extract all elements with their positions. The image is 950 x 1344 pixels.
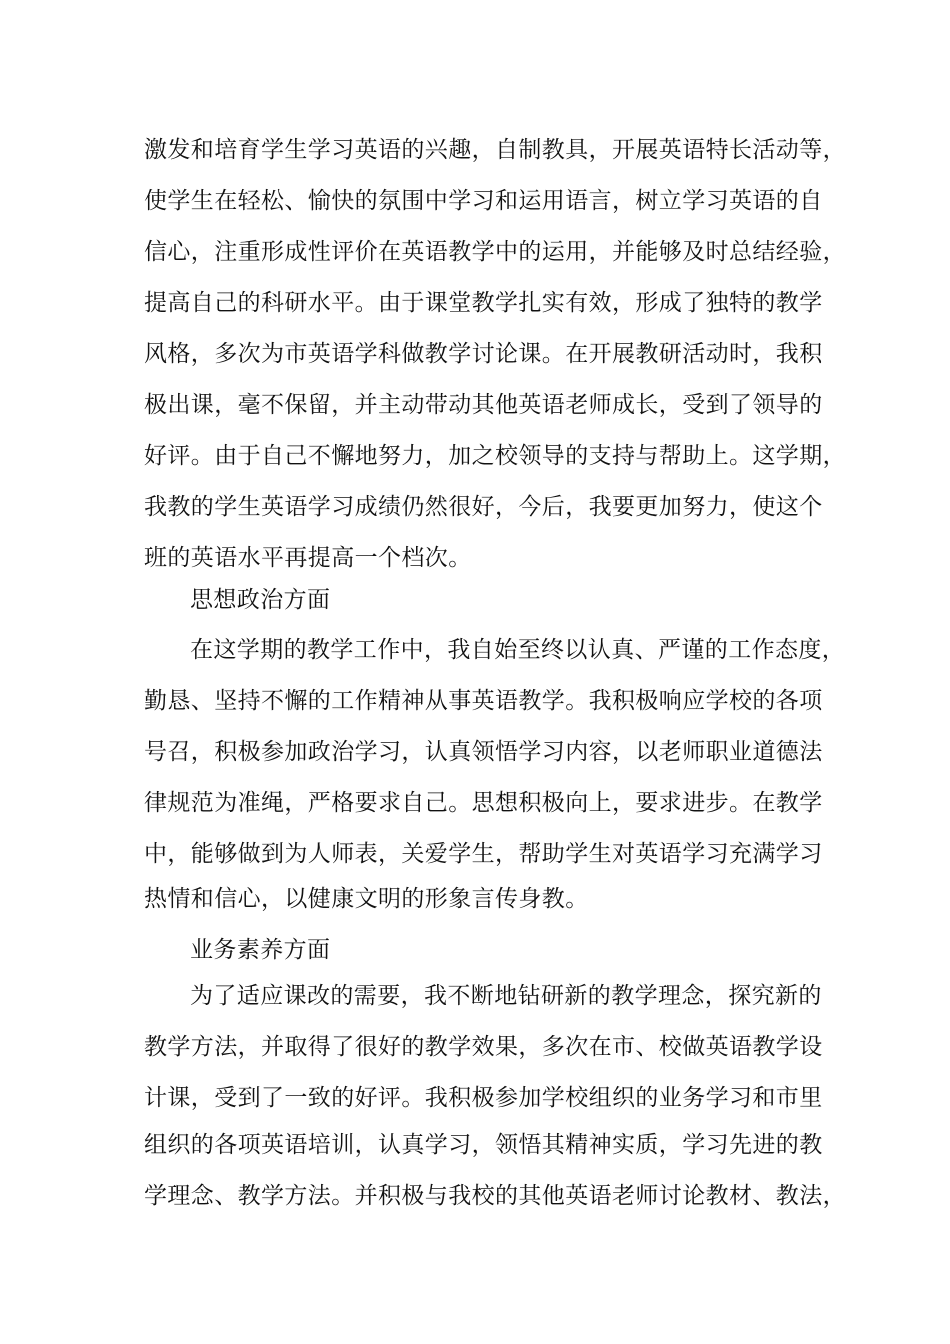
paragraph-line: 使学生在轻松、愉快的氛围中学习和运用语言，树立学习英语的自 xyxy=(144,188,823,214)
paragraph-line: 教学方法，并取得了很好的教学效果，多次在市、校做英语教学设 xyxy=(144,1034,823,1060)
paragraph-line: 计课，受到了一致的好评。我积极参加学校组织的业务学习和市里 xyxy=(144,1085,823,1111)
paragraph-line: 热情和信心，以健康文明的形象言传身教。 xyxy=(144,886,589,912)
paragraph-line: 风格，多次为市英语学科做教学讨论课。在开展教研活动时，我积 xyxy=(144,341,823,367)
section-heading: 思想政治方面 xyxy=(190,587,331,613)
paragraph-line: 为了适应课改的需要，我不断地钻研新的教学理念，探究新的 xyxy=(190,983,822,1009)
paragraph-line: 激发和培育学生学习英语的兴趣，自制教具，开展英语特长活动等， xyxy=(144,137,846,163)
paragraph-line: 在这学期的教学工作中，我自始至终以认真、严谨的工作态度， xyxy=(190,637,846,663)
paragraph-line: 中，能够做到为人师表，关爱学生，帮助学生对英语学习充满学习 xyxy=(144,841,823,867)
paragraph-line: 班的英语水平再提高一个档次。 xyxy=(144,545,472,571)
paragraph-line: 组织的各项英语培训，认真学习，领悟其精神实质，学习先进的教 xyxy=(144,1132,823,1158)
paragraph-line: 极出课，毫不保留，并主动带动其他英语老师成长，受到了领导的 xyxy=(144,392,823,418)
paragraph-line: 号召，积极参加政治学习，认真领悟学习内容，以老师职业道德法 xyxy=(144,739,823,765)
paragraph-line: 学理念、教学方法。并积极与我校的其他英语老师讨论教材、教法， xyxy=(144,1183,846,1209)
paragraph-line: 勤恳、坚持不懈的工作精神从事英语教学。我积极响应学校的各项 xyxy=(144,688,823,714)
section-heading: 业务素养方面 xyxy=(190,937,331,963)
paragraph-line: 信心，注重形成性评价在英语教学中的运用，并能够及时总结经验， xyxy=(144,239,846,265)
paragraph-line: 好评。由于自己不懈地努力，加之校领导的支持与帮助上。这学期， xyxy=(144,443,846,469)
paragraph-line: 提高自己的科研水平。由于课堂教学扎实有效，形成了独特的教学 xyxy=(144,290,823,316)
paragraph-line: 我教的学生英语学习成绩仍然很好，今后，我要更加努力，使这个 xyxy=(144,494,823,520)
paragraph-line: 律规范为准绳，严格要求自己。思想积极向上，要求进步。在教学 xyxy=(144,790,823,816)
